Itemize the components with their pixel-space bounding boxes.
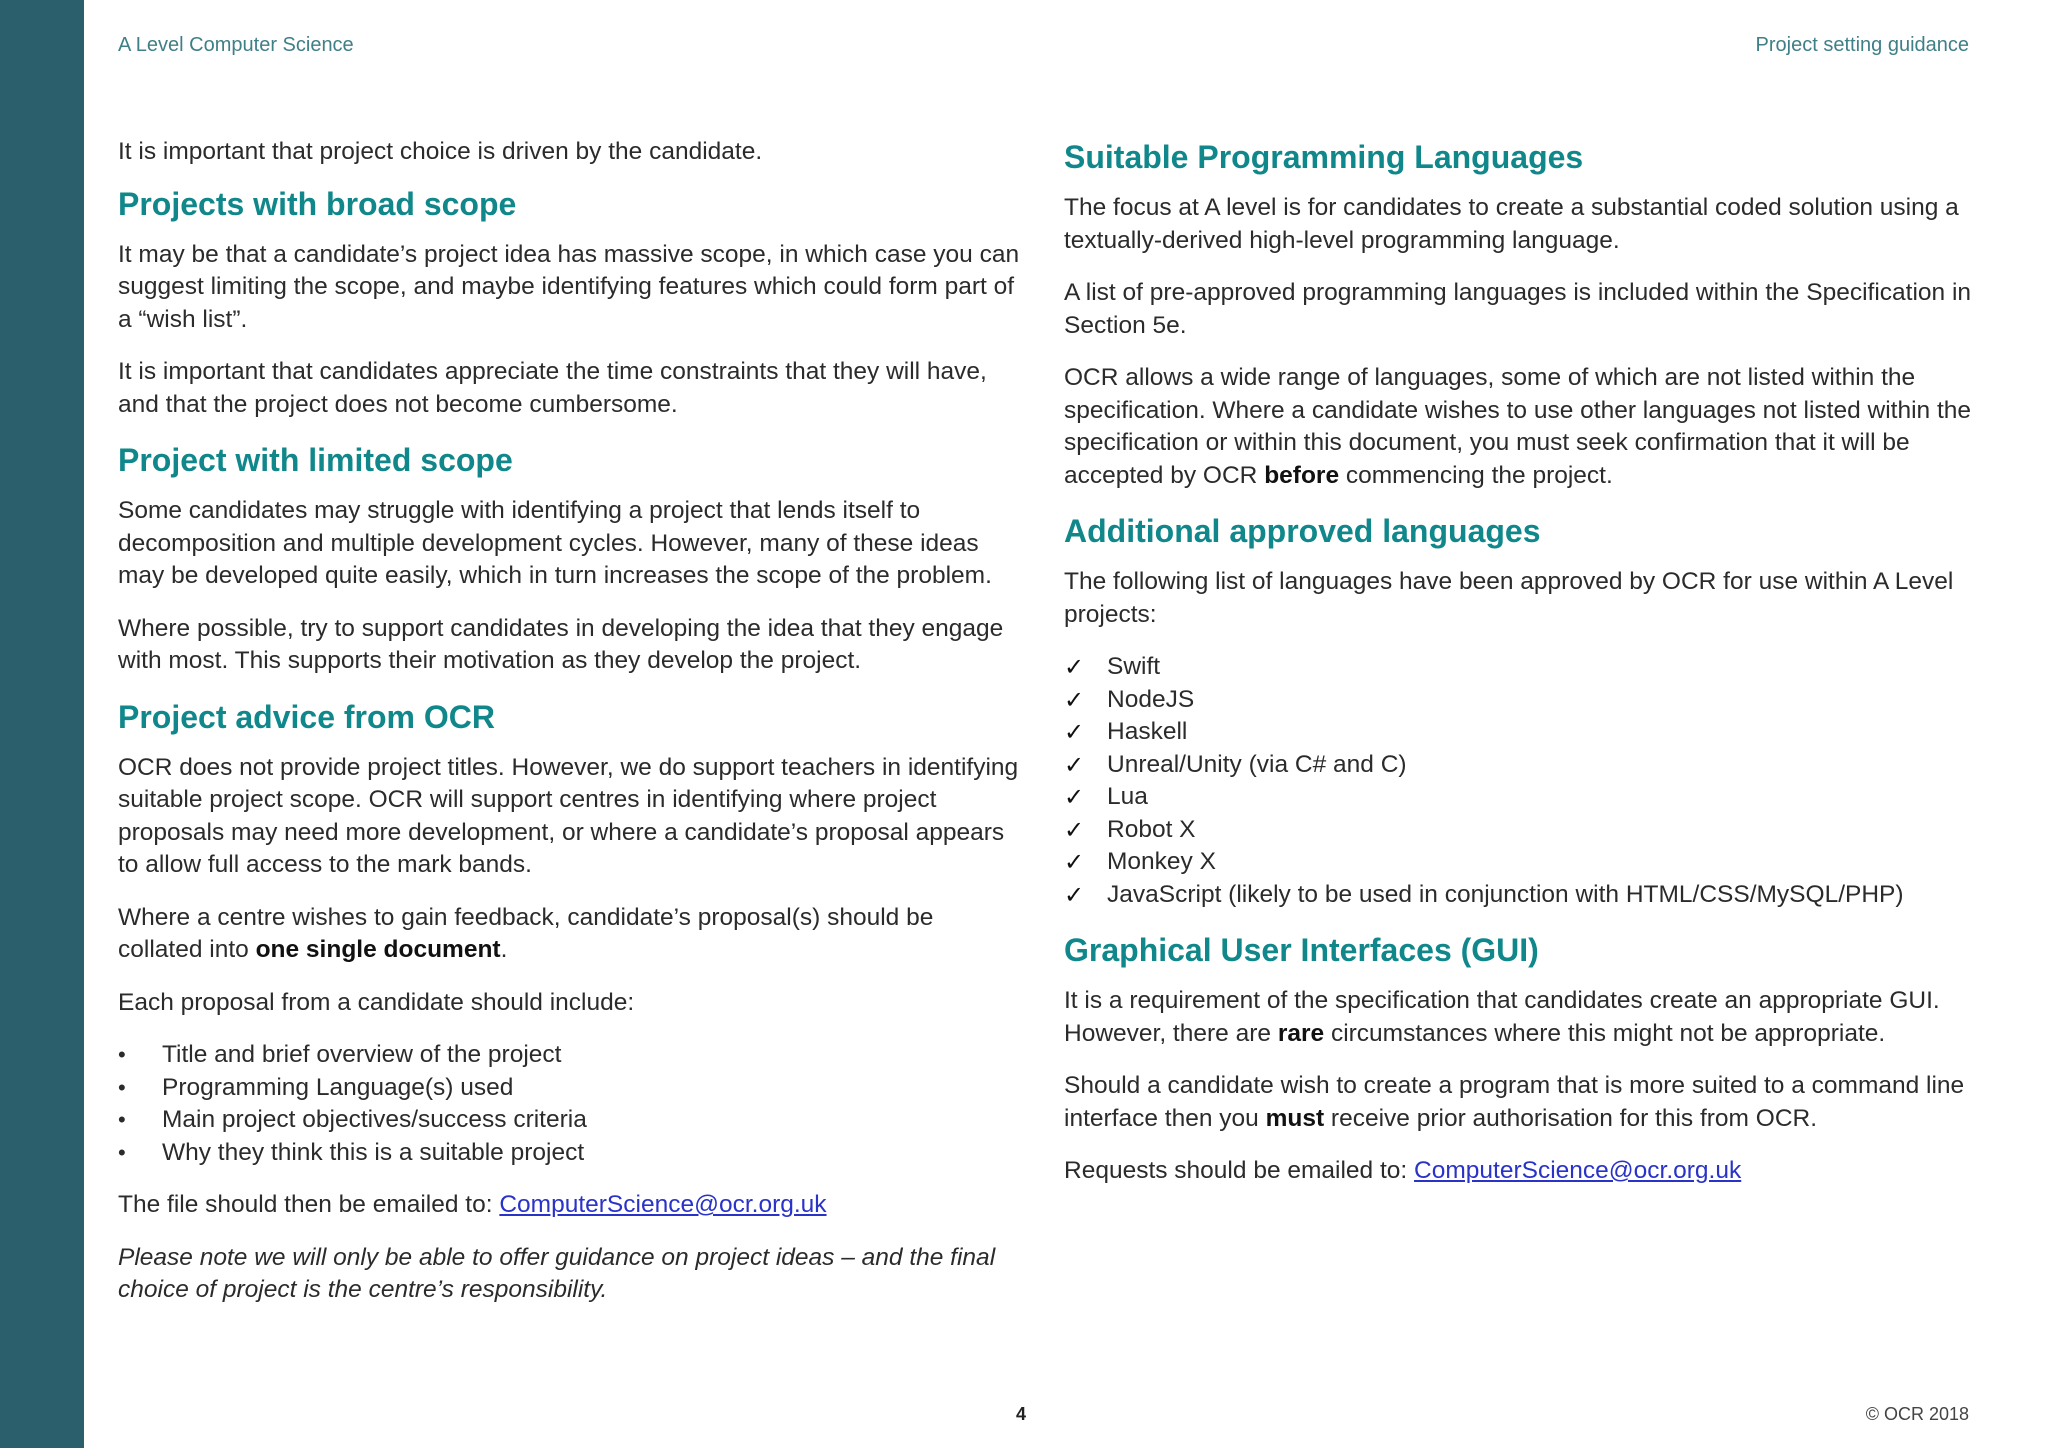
heading-limited-scope: Project with limited scope <box>118 442 513 478</box>
check-icon: ✓ <box>1064 848 1085 876</box>
heading-project-advice: Project advice from OCR <box>118 698 495 735</box>
text: It is a requirement of the specification that candidates create an appropriate GUI. However, there are <box>1064 987 1940 1047</box>
copyright: © OCR 2018 <box>1865 1404 1969 1424</box>
list-item <box>1064 651 1974 684</box>
list-item <box>1064 684 1974 717</box>
paragraph: Each proposal from a candidate should include: <box>118 988 635 1016</box>
text: OCR allows a wide range of languages, some of which are not listed within the specification. Where a candidate wishes to use other languages not listed within the specification or within this document, you must seek confirmation that it will be accepted by OCR <box>1064 364 1972 489</box>
check-icon: ✓ <box>1064 685 1085 714</box>
text: circumstances where this might not be appropriate. <box>1324 1019 1886 1047</box>
list-item <box>1064 716 1974 749</box>
bold-text: before <box>1264 461 1340 489</box>
paragraph: Some candidates may struggle with identifying a project that lends itself to decomposition and multiple development cycles. However, many of these ideas may be developed quite easily, which in turn increases the scope of the problem. <box>118 497 992 589</box>
note-paragraph <box>118 1242 1023 1307</box>
list-item: • Programming Language(s) used <box>118 1072 1023 1105</box>
paragraph <box>1064 985 1974 1050</box>
heading-additional-languages: Additional approved languages <box>1064 513 1541 549</box>
list-item: • Why they think this is a suitable project <box>118 1137 1023 1170</box>
check-icon: ✓ <box>1064 653 1085 681</box>
check-icon: ✓ <box>1064 718 1085 746</box>
side-color-bar <box>0 0 84 1448</box>
running-head-left: A Level Computer Science <box>118 34 354 56</box>
check-icon: ✓ <box>1064 783 1085 811</box>
paragraph: It may be that a candidate’s project idea has massive scope, in which case you can suggest limiting the scope, and maybe identifying features which could form part of a “wish list”. <box>118 240 1020 333</box>
text: Where a centre wishes to gain feedback, candidate’s proposal(s) should be collated into <box>118 903 934 963</box>
bold-text: rare <box>1277 1019 1325 1047</box>
language-name: Unreal/Unity (via C# and C) <box>1107 750 1407 778</box>
text: . <box>500 936 508 963</box>
check-icon: ✓ <box>1064 815 1085 844</box>
proposal-requirements-list <box>118 1039 1023 1169</box>
text: The file should then be emailed to: <box>118 1191 500 1218</box>
text: receive prior authorisation for this from OCR. <box>1324 1104 1818 1132</box>
page-number: 4 <box>1016 1404 1027 1424</box>
language-name: JavaScript (likely to be used in conjunction with HTML/CSS/MySQL/PHP) <box>1107 880 1904 908</box>
text: Requests should be emailed to: <box>1064 1157 1415 1184</box>
email-link[interactable]: ComputerScience@ocr.org.uk <box>1414 1157 1742 1184</box>
language-name: Swift <box>1107 653 1161 680</box>
paragraph: The focus at A level is for candidates to create a substantial coded solution using a textually-derived high-level programming language. <box>1064 194 1959 254</box>
running-head-right: Project setting guidance <box>1755 34 1969 56</box>
heading-suitable-languages: Suitable Programming Languages <box>1064 139 1584 175</box>
list-item <box>1064 879 1974 912</box>
paragraph: OCR does not provide project titles. However, we do support teachers in identifying suitable project scope. OCR will support centres in identifying where project proposals may need more development, or where a candidate’s proposal appears to allow full access to the mark bands. <box>118 753 1019 878</box>
left-column <box>118 136 1023 1327</box>
language-name: Monkey X <box>1107 848 1216 875</box>
paragraph: Where possible, try to support candidates in developing the idea that they engage with most. This supports their motivation as they develop the project. <box>118 614 1004 674</box>
language-name: NodeJS <box>1107 685 1195 713</box>
paragraph: It is important that candidates appreciate the time constraints that they will have, and that the project does not become cumbersome. <box>118 358 987 418</box>
heading-broad-scope: Projects with broad scope <box>118 185 517 222</box>
list-item <box>1064 781 1974 814</box>
italic-note: Please note we will only be able to offer guidance on project ideas – and the final choice of project is the centre’s responsibility. <box>118 1243 996 1303</box>
paragraph <box>118 1189 1023 1222</box>
paragraph <box>1064 1070 1974 1135</box>
list-item: • Main project objectives/success criteria <box>118 1104 1023 1137</box>
intro-paragraph: It is important that project choice is driven by the candidate. <box>118 138 763 165</box>
right-column <box>1064 136 1974 1208</box>
list-item <box>1064 749 1974 782</box>
paragraph: The following list of languages have been approved by OCR for use within A Level projects: <box>1064 568 1954 628</box>
heading-gui: Graphical User Interfaces (GUI) <box>1064 932 1539 968</box>
language-name: Lua <box>1107 783 1148 810</box>
bold-text: one single document <box>255 936 501 963</box>
language-name: Robot X <box>1107 815 1196 843</box>
list-item: • Title and brief overview of the project <box>118 1039 1023 1072</box>
paragraph: A list of pre-approved programming languages is included within the Specification in Section 5e. <box>1064 279 1972 339</box>
list-item <box>1064 814 1974 847</box>
email-link[interactable]: ComputerScience@ocr.org.uk <box>499 1191 827 1218</box>
language-name: Haskell <box>1107 718 1188 745</box>
paragraph <box>1064 1155 1974 1188</box>
list-item <box>1064 846 1974 879</box>
approved-languages-list <box>1064 651 1974 911</box>
bold-text: must <box>1265 1104 1325 1132</box>
text: commencing the project. <box>1339 461 1613 489</box>
text: Should a candidate wish to create a program that is more suited to a command line interface then you <box>1064 1072 1965 1132</box>
paragraph <box>118 902 1023 967</box>
paragraph <box>1064 362 1974 492</box>
check-icon: ✓ <box>1064 880 1085 909</box>
check-icon: ✓ <box>1064 750 1085 779</box>
